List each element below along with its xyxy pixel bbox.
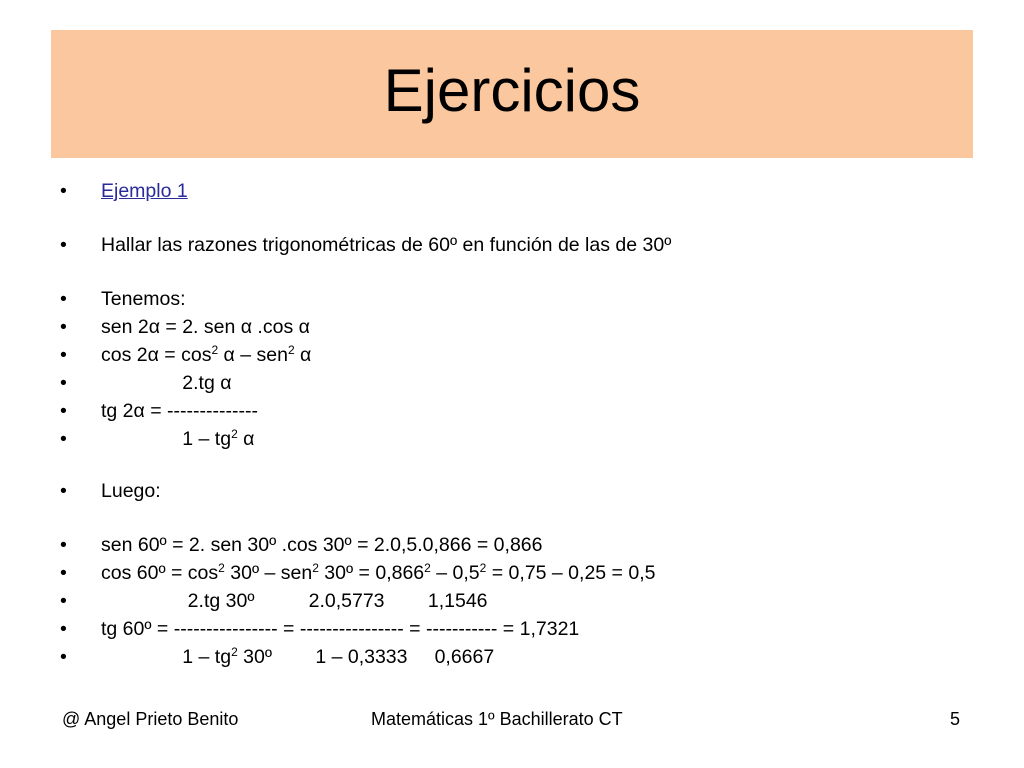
bullet-dot: •	[60, 180, 67, 202]
bullet-dot: •	[60, 646, 67, 668]
bullet-item	[60, 425, 255, 453]
slide-title: Ejercicios	[383, 57, 641, 124]
bullet-item	[60, 397, 258, 425]
bullet-item	[60, 341, 312, 369]
bullet-item	[60, 313, 310, 341]
bullet-dot: •	[60, 480, 67, 502]
bullet-dot: •	[60, 428, 67, 450]
bullet-text: sen 2α = 2. sen α .cos α	[101, 316, 310, 338]
bullet-formula: $1 - tg^2$ α	[101, 427, 255, 450]
bullet-item	[60, 285, 186, 313]
bullet-item	[60, 477, 161, 505]
bullet-item	[60, 231, 672, 259]
bullet-item	[60, 615, 580, 643]
bullet-dot: •	[60, 288, 67, 310]
bullet-formula: $1 - tg^2$ 30º 1 – 0,3333 0,6667	[101, 645, 495, 668]
footer-author: @ Angel Prieto Benito	[62, 709, 239, 729]
bullet-text: Tenemos:	[101, 288, 186, 310]
bullet-item	[60, 369, 232, 397]
bullet-item	[60, 177, 188, 205]
bullet-dot: •	[60, 400, 67, 422]
bullet-dot: •	[60, 590, 67, 612]
bullet-text: Hallar las razones trigonométricas de 60º en función de las de 30º	[101, 234, 672, 256]
bullet-item	[60, 531, 543, 559]
bullet-dot: •	[60, 618, 67, 640]
bullet-dot: •	[60, 534, 67, 556]
bullet-text: tg 2α = --------------	[101, 400, 258, 422]
bullet-dot: •	[60, 344, 67, 366]
bullet-text: 2.tg 30º 2.0,5773 1,1546	[101, 590, 488, 612]
footer-page-number: 5	[950, 709, 961, 729]
bullet-formula: $\cos 2\alpha = \cos^2 \alpha - sen^2$ α	[101, 343, 312, 366]
bullet-text: 2.tg α	[101, 372, 232, 394]
bullet-dot: •	[60, 562, 67, 584]
bullet-item	[60, 587, 488, 615]
bullet-dot: •	[60, 316, 67, 338]
bullet-formula: cos 60º = $\cos^2$ 30º – sen$^2$ 30º = $0,866^2 - 0,5^2 = 0,75 - 0,25 = 0,5$	[101, 561, 656, 584]
footer-course: Matemáticas 1º Bachillerato CT	[371, 709, 623, 729]
bullet-item	[60, 559, 656, 587]
bullet-item	[60, 643, 495, 671]
bullet-text: tg 60º = ---------------- = ---------------- = ----------- = 1,7321	[101, 618, 580, 640]
example-link[interactable]: Ejemplo 1	[101, 180, 188, 202]
bullet-text: Luego:	[101, 480, 161, 502]
bullet-text: sen 60º = 2. sen 30º .cos 30º = 2.0,5.0,866 = 0,866	[101, 534, 543, 556]
bullet-dot: •	[60, 372, 67, 394]
bullet-dot: •	[60, 234, 67, 256]
